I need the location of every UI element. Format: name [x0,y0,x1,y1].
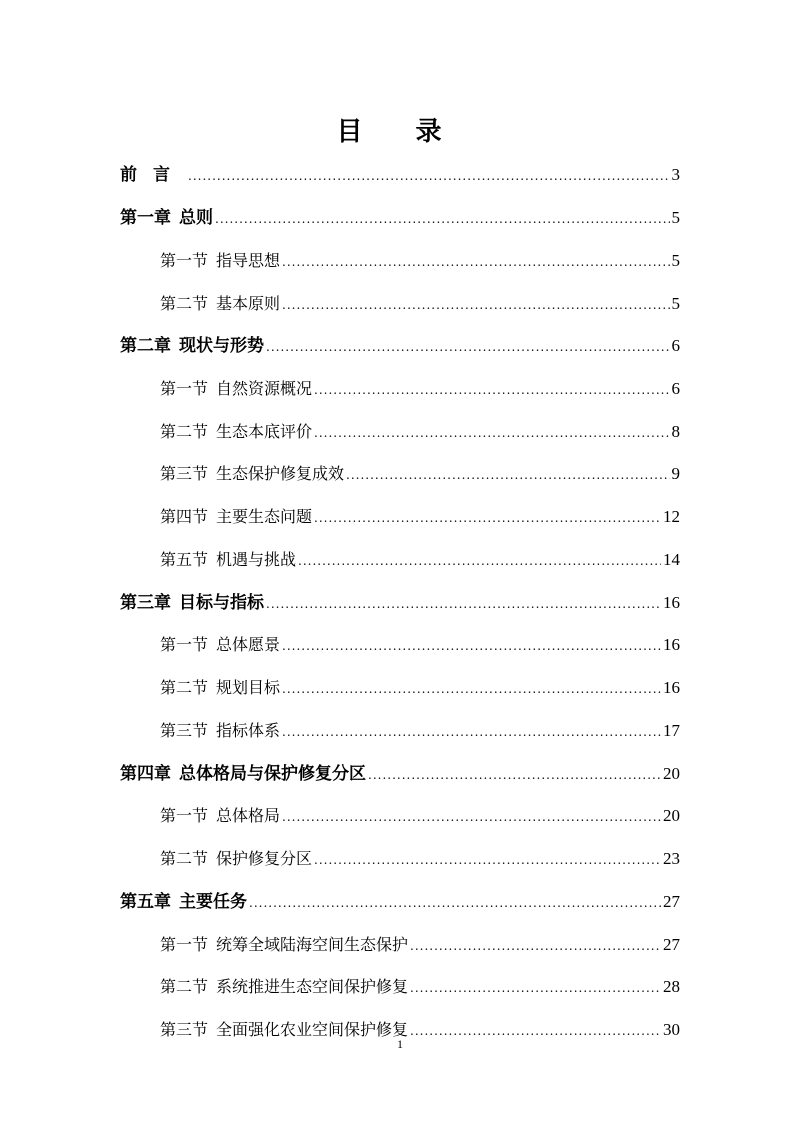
toc-entry-section[interactable] [160,289,680,319]
toc-entry-page: 28 [663,977,680,996]
toc-entry-title: 主要生态问题 [216,507,313,526]
toc-entry-number: 第五节 [160,550,209,569]
toc-entry-page: 20 [663,806,680,825]
toc-entry-page: 16 [663,593,680,612]
toc-entry-page: 16 [663,678,680,697]
toc-entry-number: 第一节 [160,935,209,954]
toc-entry-number: 第三节 [160,464,209,483]
toc-entry-preface[interactable] [120,160,680,190]
toc-entry-page: 6 [671,336,680,355]
toc-entry-title: 统筹全域陆海空间生态保护 [216,935,409,954]
toc-entry-section[interactable] [160,630,680,660]
toc-entry-section[interactable] [160,972,680,1002]
toc-entry-page: 17 [663,721,680,740]
toc-entry-page: 27 [663,892,680,911]
toc-entry-title: 现状与形势 [179,336,264,356]
toc-entry-title: 总体格局与保护修复分区 [179,764,366,784]
toc-entry-page: 5 [671,208,680,227]
toc-entry-page: 6 [671,379,680,398]
toc-entry-number: 第四节 [160,507,209,526]
toc-entry-section[interactable] [160,502,680,532]
toc-entry-page: 8 [671,422,680,441]
toc-entry-page: 9 [671,464,680,483]
toc-entry-title: 总则 [179,208,213,228]
toc-entry-title: 系统推进生态空间保护修复 [216,977,409,996]
dot-leader [410,973,661,1003]
dot-leader [314,418,669,448]
toc-entry-number: 前言 [120,165,186,185]
dot-leader [266,589,661,619]
toc-entry-chapter[interactable] [120,331,680,361]
toc-entry-page: 16 [663,635,680,654]
toc-entry-title: 目标与指标 [179,593,264,613]
toc-entry-section[interactable] [160,459,680,489]
toc-entry-number: 第五章 [120,892,171,912]
toc-entry-number: 第一节 [160,806,209,825]
toc-entry-section[interactable] [160,673,680,703]
toc-entry-page: 27 [663,935,680,954]
toc-entry-number: 第二节 [160,678,209,697]
dot-leader [314,845,661,875]
dot-leader [282,631,661,661]
dot-leader [298,546,661,576]
toc-entry-title: 全面强化农业空间保护修复 [216,1020,409,1039]
dot-leader [410,931,661,961]
dot-leader [314,503,661,533]
toc-entry-section[interactable] [160,417,680,447]
toc-entry-title: 机遇与挑战 [216,550,297,569]
toc-entry-number: 第二节 [160,422,209,441]
dot-leader [188,161,670,191]
dot-leader [346,460,669,490]
toc-entry-number: 第三节 [160,721,209,740]
toc-entry-title: 生态本底评价 [216,422,313,441]
toc-entry-page: 20 [663,764,680,783]
toc-entry-number: 第一节 [160,635,209,654]
toc-entry-number: 第一节 [160,251,209,270]
toc-entry-title: 主要任务 [179,892,247,912]
dot-leader [368,760,661,790]
toc-entry-page: 12 [663,507,680,526]
toc-entry-page: 5 [671,294,680,313]
toc-entry-title: 保护修复分区 [216,849,313,868]
toc-entry-section[interactable] [160,801,680,831]
toc-entry-title: 指导思想 [216,251,281,270]
toc-entry-title: 规划目标 [216,678,281,697]
toc-entry-chapter[interactable] [120,759,680,789]
dot-leader [282,802,661,832]
toc-entry-title: 总体愿景 [216,635,281,654]
toc-entry-section[interactable] [160,246,680,276]
toc-entry-section[interactable] [160,844,680,874]
toc-entry-chapter[interactable] [120,203,680,233]
toc-entry-page: 3 [671,165,680,184]
toc-entry-section[interactable] [160,545,680,575]
toc-entry-number: 第四章 [120,764,171,784]
toc-entry-title: 基本原则 [216,294,281,313]
toc-entry-section[interactable] [160,716,680,746]
toc-entry-title: 生态保护修复成效 [216,464,345,483]
dot-leader [215,204,670,234]
dot-leader [266,332,670,362]
dot-leader [249,888,661,918]
dot-leader [282,247,669,277]
toc-entry-number: 第一章 [120,208,171,228]
dot-leader [314,375,669,405]
toc-entry-chapter[interactable] [120,887,680,917]
toc-entry-number: 第三节 [160,1020,209,1039]
toc-entry-page: 5 [671,251,680,270]
toc-entry-section[interactable] [160,374,680,404]
toc-entry-page: 14 [663,550,680,569]
toc-entry-chapter[interactable] [120,588,680,618]
toc-entry-section[interactable] [160,930,680,960]
toc-entry-number: 第二节 [160,294,209,313]
toc-entry-title: 指标体系 [216,721,281,740]
dot-leader [282,674,661,704]
toc-entry-title: 自然资源概况 [216,379,313,398]
dot-leader [282,717,661,747]
toc-entry-number: 第一节 [160,379,209,398]
toc-entry-number: 第二章 [120,336,171,356]
toc-entry-title: 总体格局 [216,806,281,825]
toc-entry-number: 第三章 [120,593,171,613]
toc-entry-page: 23 [663,849,680,868]
dot-leader [282,290,669,320]
toc-entry-number: 第二节 [160,849,209,868]
page-number-footer: 1 [397,1037,403,1051]
toc-entry-number: 第二节 [160,977,209,996]
page-title: 目 录 [336,117,464,147]
toc-entry-page: 30 [663,1020,680,1039]
